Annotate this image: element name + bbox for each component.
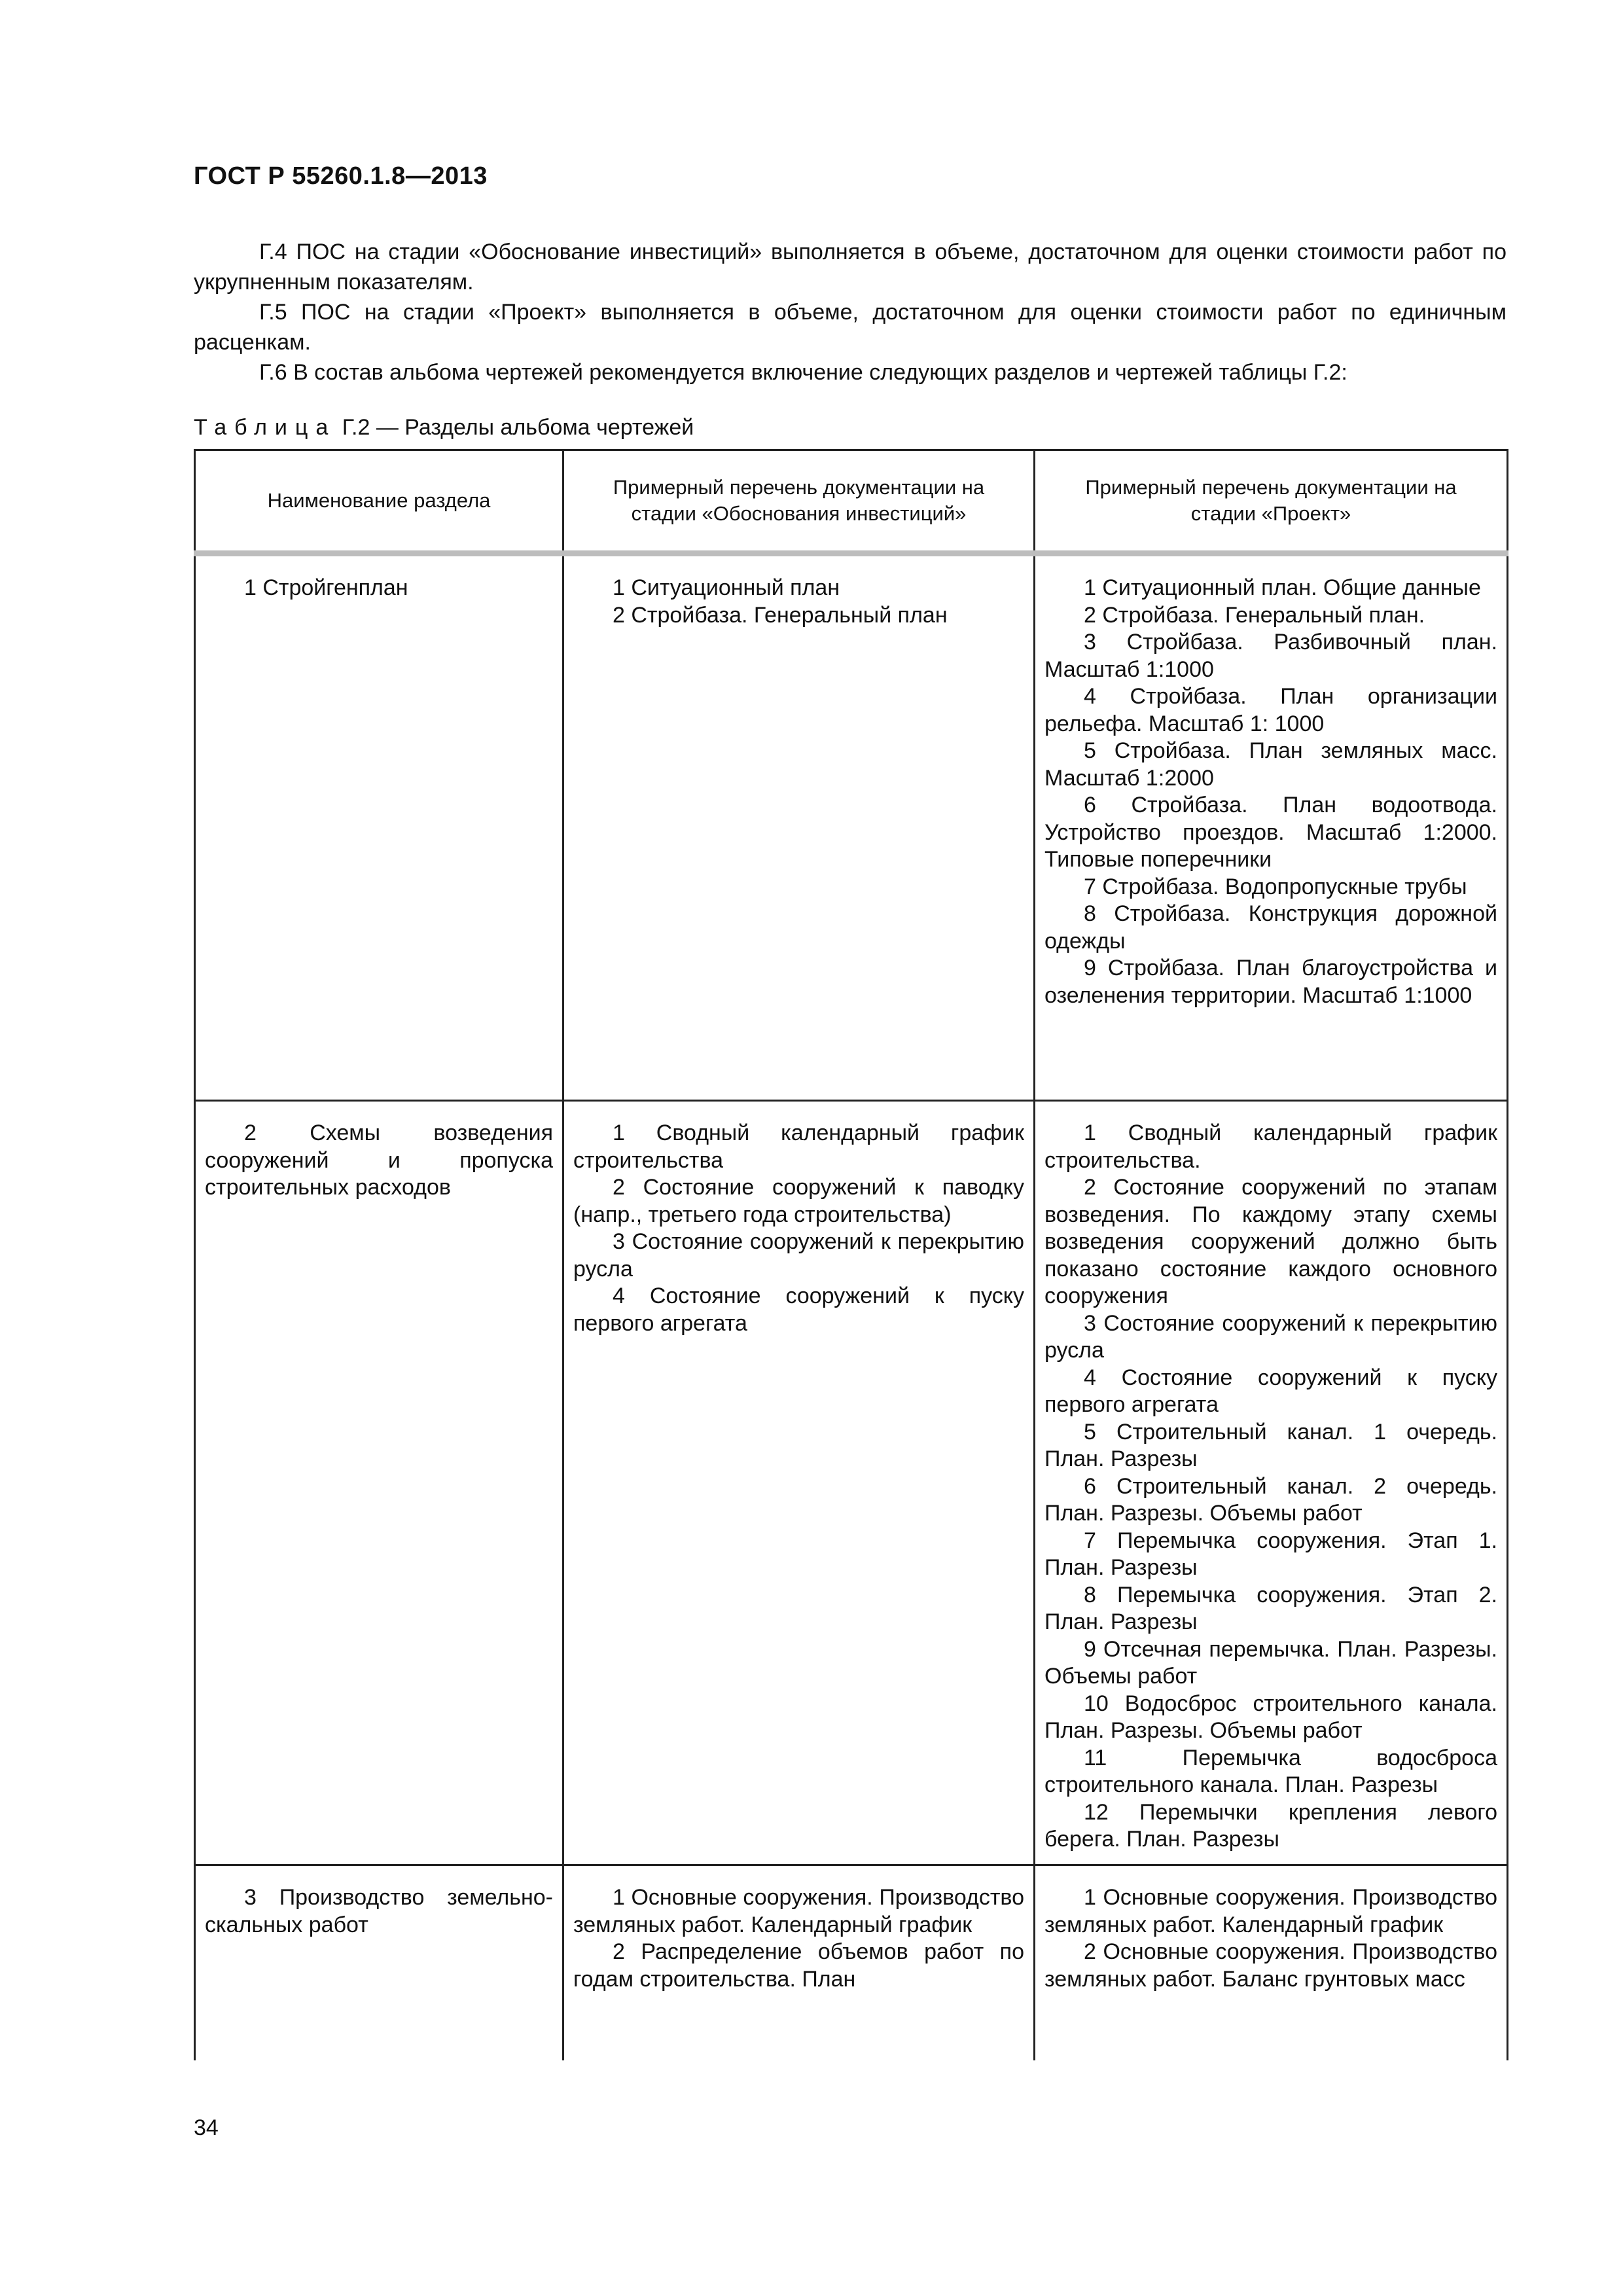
list-item: 12 Перемычки крепления левого берега. План. Разрезы	[1044, 1799, 1497, 1852]
page-number: 34	[194, 2115, 219, 2140]
section-title: 3 Производство земельно-скальных работ	[205, 1885, 553, 1937]
header-section-name: Наименование раздела	[195, 450, 563, 554]
table-row	[195, 1101, 1508, 1865]
table-header-row	[195, 450, 1508, 554]
list-item: 9 Стройбаза. План благоустройства и озеленения территории. Масштаб 1:1000	[1044, 956, 1497, 1008]
list-item: 1 Сводный календарный график строительства	[573, 1121, 1024, 1173]
list-item: 10 Водосброс строительного канала. План. Разрезы. Объемы работ	[1044, 1691, 1497, 1743]
list-item: 6 Стройбаза. План водоотвода. Устройство проездов. Масштаб 1:2000. Типовые поперечники	[1044, 793, 1497, 872]
list-item: 1 Основные сооружения. Производство земляных работ. Календарный график	[1044, 1885, 1497, 1937]
list-item: 3 Стройбаза. Разбивочный план. Масштаб 1:1000	[1044, 630, 1497, 682]
list-item: 6 Строительный канал. 2 очередь. План. Разрезы. Объемы работ	[1044, 1473, 1497, 1526]
cell-section-name	[195, 1101, 563, 1865]
list-item: 3 Состояние сооружений к перекрытию русла	[573, 1229, 1024, 1282]
list-item: 8 Стройбаза. Конструкция дорожной одежды	[1044, 901, 1497, 954]
section-title: 2 Схемы возведения сооружений и пропуска строительных расходов	[205, 1121, 553, 1200]
list-item: 9 Отсечная перемычка. План. Разрезы. Объемы работ	[1044, 1636, 1497, 1689]
header-investment-docs: Примерный перечень документации на стадии «Обоснования инвестиций»	[563, 450, 1035, 554]
cell-section-name	[195, 554, 563, 1101]
list-item: 1 Сводный календарный график строительства.	[1044, 1121, 1497, 1173]
paragraph-g4-text: Г.4 ПОС на стадии «Обоснование инвестиций» выполняется в объеме, достаточном для оценки стоимости работ по укрупненным показателям.	[194, 240, 1507, 295]
cell-section-name	[195, 1865, 563, 2060]
cell-project-docs	[1035, 554, 1508, 1101]
list-item: 1 Основные сооружения. Производство земляных работ. Календарный график	[573, 1885, 1024, 1937]
list-item: 4 Состояние сооружений к пуску первого агрегата	[1044, 1365, 1497, 1417]
table-row	[195, 1865, 1508, 2060]
list-item: 7 Перемычка сооружения. Этап 1. План. Разрезы	[1044, 1528, 1497, 1580]
list-item: 8 Перемычка сооружения. Этап 2. План. Разрезы	[1044, 1582, 1497, 1634]
sections-table	[194, 449, 1508, 2060]
document-code: ГОСТ Р 55260.1.8—2013	[194, 162, 488, 190]
paragraph-g5-text: Г.5 ПОС на стадии «Проект» выполняется в объеме, достаточном для оценки стоимости работ по единичным расценкам.	[194, 300, 1507, 355]
table-caption	[194, 415, 694, 440]
table-caption-title: Г.2 — Разделы альбома чертежей	[342, 415, 694, 440]
list-item: 2 Состояние сооружений к паводку (напр., третьего года строительства)	[573, 1175, 1024, 1227]
list-item: 4 Стройбаза. План организации рельефа. Масштаб 1: 1000	[1044, 684, 1497, 736]
list-item: 2 Стройбаза. Генеральный план	[613, 602, 948, 628]
list-item: 5 Строительный канал. 1 очередь. План. Разрезы	[1044, 1419, 1497, 1471]
table-row	[195, 554, 1508, 1101]
list-item: 2 Стройбаза. Генеральный план.	[1084, 602, 1425, 628]
paragraph-g6-text: Г.6 В состав альбома чертежей рекомендуется включение следующих разделов и чертежей таблицы Г.2:	[259, 360, 1347, 385]
list-item: 2 Основные сооружения. Производство земляных работ. Баланс грунтовых масс	[1044, 1939, 1497, 1992]
cell-project-docs	[1035, 1101, 1508, 1865]
list-item: 2 Распределение объемов работ по годам строительства. План	[573, 1939, 1024, 1992]
paragraph-g6	[194, 357, 1507, 387]
cell-investment-docs	[563, 1865, 1035, 2060]
list-item: 4 Состояние сооружений к пуску первого агрегата	[573, 1283, 1024, 1336]
paragraph-g5	[194, 297, 1507, 357]
cell-investment-docs	[563, 554, 1035, 1101]
section-title: 1 Стройгенплан	[244, 575, 408, 600]
list-item: 2 Состояние сооружений по этапам возведения. По каждому этапу схемы возведения сооружений должно быть показано состояние каждого основного сооружения	[1044, 1175, 1497, 1308]
list-item: 11 Перемычка водосброса строительного канала. План. Разрезы	[1044, 1745, 1497, 1797]
header-project-docs: Примерный перечень документации на стадии «Проект»	[1035, 450, 1508, 554]
list-item: 1 Ситуационный план	[613, 575, 840, 600]
paragraph-g4	[194, 237, 1507, 297]
list-item: 7 Стройбаза. Водопропускные трубы	[1084, 874, 1467, 899]
list-item: 3 Состояние сооружений к перекрытию русла	[1044, 1310, 1497, 1363]
cell-project-docs	[1035, 1865, 1508, 2060]
list-item: 1 Ситуационный план. Общие данные	[1084, 575, 1481, 600]
cell-investment-docs	[563, 1101, 1035, 1865]
list-item: 5 Стройбаза. План земляных масс. Масштаб 1:2000	[1044, 738, 1497, 791]
table-caption-word: Таблица	[194, 415, 336, 440]
